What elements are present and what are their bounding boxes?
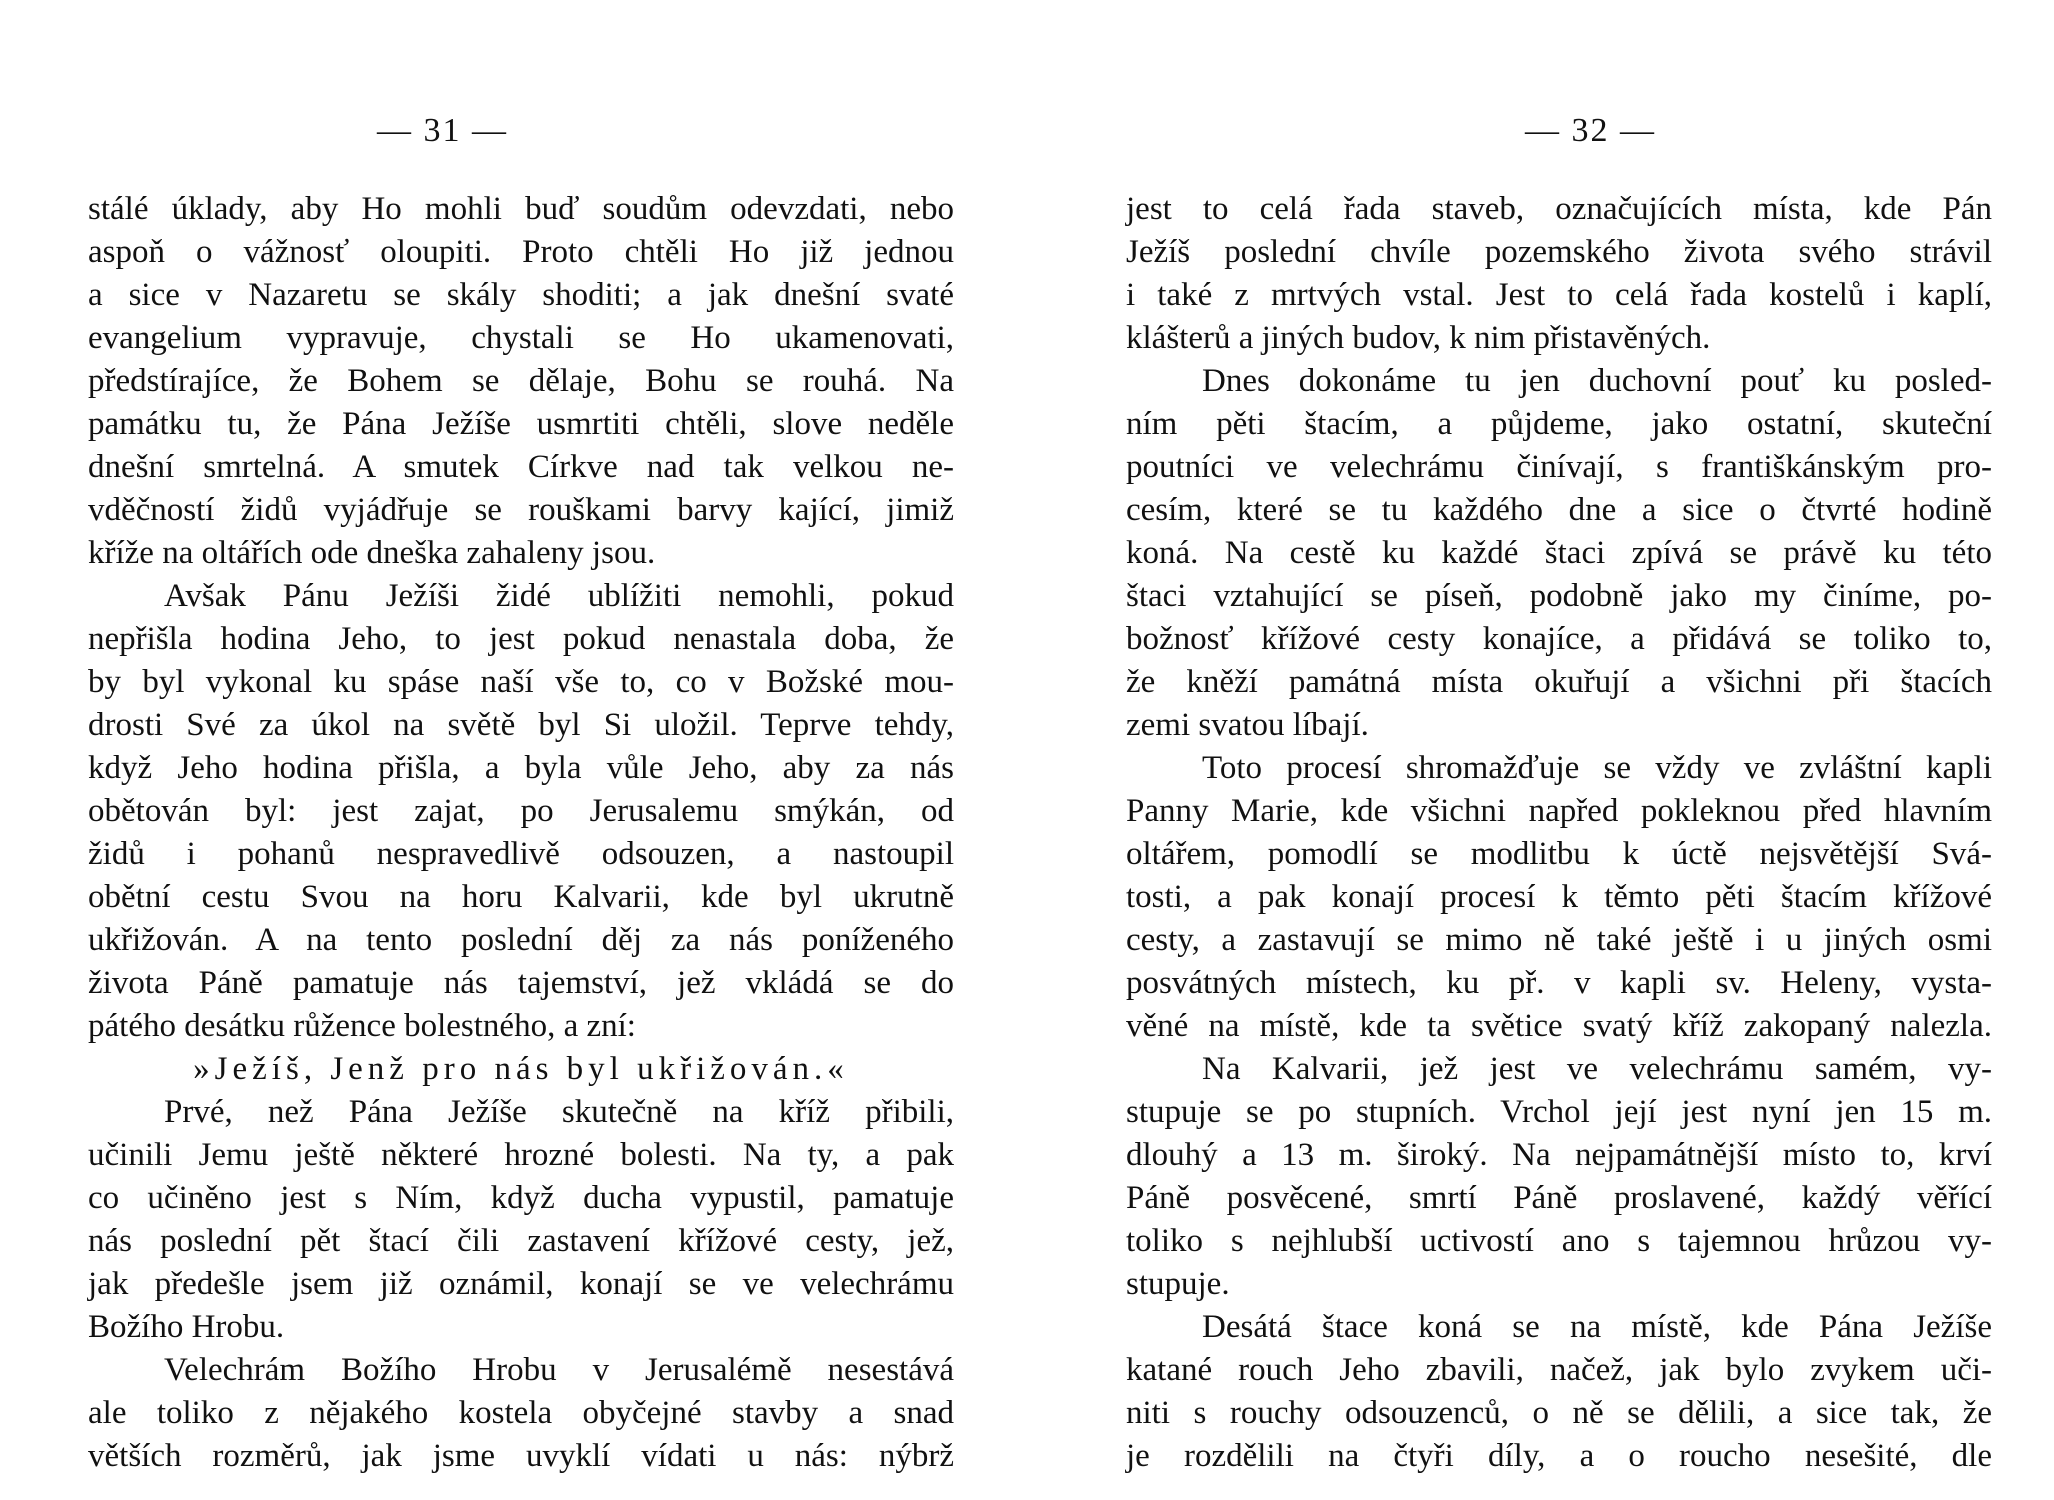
rosary-mystery-line: »Ježíš, Jenž pro nás byl ukřižován.« (193, 1051, 849, 1087)
text-line: předstírajíce, že Bohem se dělaje, Bohu se rouhá. Na (88, 363, 954, 399)
text-line: by byl vykonal ku spáse naší vše to, co v Božské mou- (88, 664, 954, 700)
text-line: dnešní smrtelná. A smutek Církve nad tak velkou ne- (88, 449, 954, 485)
text-line: stupuje. (1126, 1266, 1230, 1302)
text-line: stálé úklady, aby Ho mohli buď soudům odevzdati, nebo (88, 191, 954, 227)
text-line: evangelium vypravuje, chystali se Ho ukamenovati, (88, 320, 954, 356)
text-line: Dnes dokonáme tu jen duchovní pouť ku posled- (1202, 363, 1992, 399)
text-line: niti s rouchy odsouzenců, o ně se dělili, a sice tak, že (1126, 1395, 1992, 1431)
text-line: poutníci ve velechrámu činívají, s františkánským pro- (1126, 449, 1992, 485)
left-page-text (88, 188, 954, 1478)
text-line: památku tu, že Pána Ježíše usmrtiti chtěli, slove neděle (88, 406, 954, 442)
text-line: posvátných místech, ku př. v kapli sv. Heleny, vysta- (1126, 965, 1992, 1001)
text-line: Panny Marie, kde všichni napřed pokleknou před hlavním (1126, 793, 1992, 829)
text-line: Avšak Pánu Ježíši židé ublížiti nemohli, pokud (164, 578, 954, 614)
text-line: učinili Jemu ještě některé hrozné bolesti. Na ty, a pak (88, 1137, 954, 1173)
text-line: štaci vztahující se píseň, podobně jako my činíme, po- (1126, 578, 1992, 614)
text-line: vděčností židů vyjádřuje se rouškami barvy kající, jimiž (88, 492, 954, 528)
text-line: Prvé, než Pána Ježíše skutečně na kříž přibili, (164, 1094, 954, 1130)
text-line: i také z mrtvých vstal. Jest to celá řada kostelů i kaplí, (1126, 277, 1992, 313)
text-line: Páně posvěcené, smrtí Páně proslavené, každý věřící (1126, 1180, 1992, 1216)
text-line: božnosť křížové cesty konajíce, a přidává se toliko to, (1126, 621, 1992, 657)
text-line: židů i pohanů nespravedlivě odsouzen, a nastoupil (88, 836, 954, 872)
page-number-right: — 32 — (1525, 112, 1656, 149)
text-line: nepřišla hodina Jeho, to jest pokud nenastala doba, že (88, 621, 954, 657)
text-line: života Páně pamatuje nás tajemství, jež vkládá se do (88, 965, 954, 1001)
text-line: věné na místě, kde ta světice svatý kříž zakopaný nalezla. (1126, 1008, 1992, 1044)
text-line: Na Kalvarii, jež jest ve velechrámu samém, vy- (1202, 1051, 1992, 1087)
text-line: Ježíš poslední chvíle pozemského života svého strávil (1126, 234, 1992, 270)
text-line: ním pěti štacím, a půjdeme, jako ostatní, skuteční (1126, 406, 1992, 442)
text-line: toliko s nejhlubší uctivostí ano s tajemnou hrůzou vy- (1126, 1223, 1992, 1259)
text-line: jak předešle jsem již oznámil, konají se ve velechrámu (88, 1266, 954, 1302)
text-line: větších rozměrů, jak jsme uvyklí vídati u nás: nýbrž (88, 1438, 954, 1474)
text-line: ukřižován. A na tento poslední děj za nás poníženého (88, 922, 954, 958)
text-line: aspoň o vážnosť oloupiti. Proto chtěli Ho již jednou (88, 234, 954, 270)
right-page-text (1126, 188, 1992, 1478)
text-line: tosti, a pak konají procesí k těmto pěti štacím křížové (1126, 879, 1992, 915)
text-line: že kněží památná místa okuřují a všichni při štacích (1126, 664, 1992, 700)
text-line: je rozdělili na čtyři díly, a o roucho nesešité, dle (1126, 1438, 1992, 1474)
text-line: Božího Hrobu. (88, 1309, 285, 1345)
text-line: pátého desátku růžence bolestného, a zní: (88, 1008, 636, 1044)
text-line: obětní cestu Svou na horu Kalvarii, kde byl ukrutně (88, 879, 954, 915)
text-line: jest to celá řada staveb, označujících místa, kde Pán (1126, 191, 1992, 227)
text-line: Velechrám Božího Hrobu v Jerusalémě nesestává (164, 1352, 954, 1388)
text-line: koná. Na cestě ku každé štaci zpívá se právě ku této (1126, 535, 1992, 571)
text-line: a sice v Nazaretu se skály shoditi; a jak dnešní svaté (88, 277, 954, 313)
text-line: co učiněno jest s Ním, když ducha vypustil, pamatuje (88, 1180, 954, 1216)
text-line: oltářem, pomodlí se modlitbu k úctě nejsvětější Svá- (1126, 836, 1992, 872)
text-line: cesím, které se tu každého dne a sice o čtvrté hodině (1126, 492, 1992, 528)
text-line: ale toliko z nějakého kostela obyčejné stavby a snad (88, 1395, 954, 1431)
text-line: stupuje se po stupních. Vrchol její jest nyní jen 15 m. (1126, 1094, 1992, 1130)
text-line: Toto procesí shromažďuje se vždy ve zvláštní kapli (1202, 750, 1992, 786)
text-line: Desátá štace koná se na místě, kde Pána Ježíše (1202, 1309, 1992, 1345)
text-line: když Jeho hodina přišla, a byla vůle Jeho, aby za nás (88, 750, 954, 786)
text-line: kříže na oltářích ode dneška zahaleny jsou. (88, 535, 656, 571)
text-line: nás poslední pět štací čili zastavení křížové cesty, jež, (88, 1223, 954, 1259)
page-number-left: — 31 — (377, 112, 508, 149)
text-line: obětován byl: jest zajat, po Jerusalemu smýkán, od (88, 793, 954, 829)
text-line: klášterů a jiných budov, k nim přistavěných. (1126, 320, 1711, 356)
text-line: drosti Své za úkol na světě byl Si uložil. Teprve tehdy, (88, 707, 954, 743)
text-line: dlouhý a 13 m. široký. Na nejpamátnější místo to, krví (1126, 1137, 1992, 1173)
text-line: cesty, a zastavují se mimo ně také ještě i u jiných osmi (1126, 922, 1992, 958)
text-line: katané rouch Jeho zbavili, načež, jak bylo zvykem uči- (1126, 1352, 1992, 1388)
text-line: zemi svatou líbají. (1126, 707, 1369, 743)
